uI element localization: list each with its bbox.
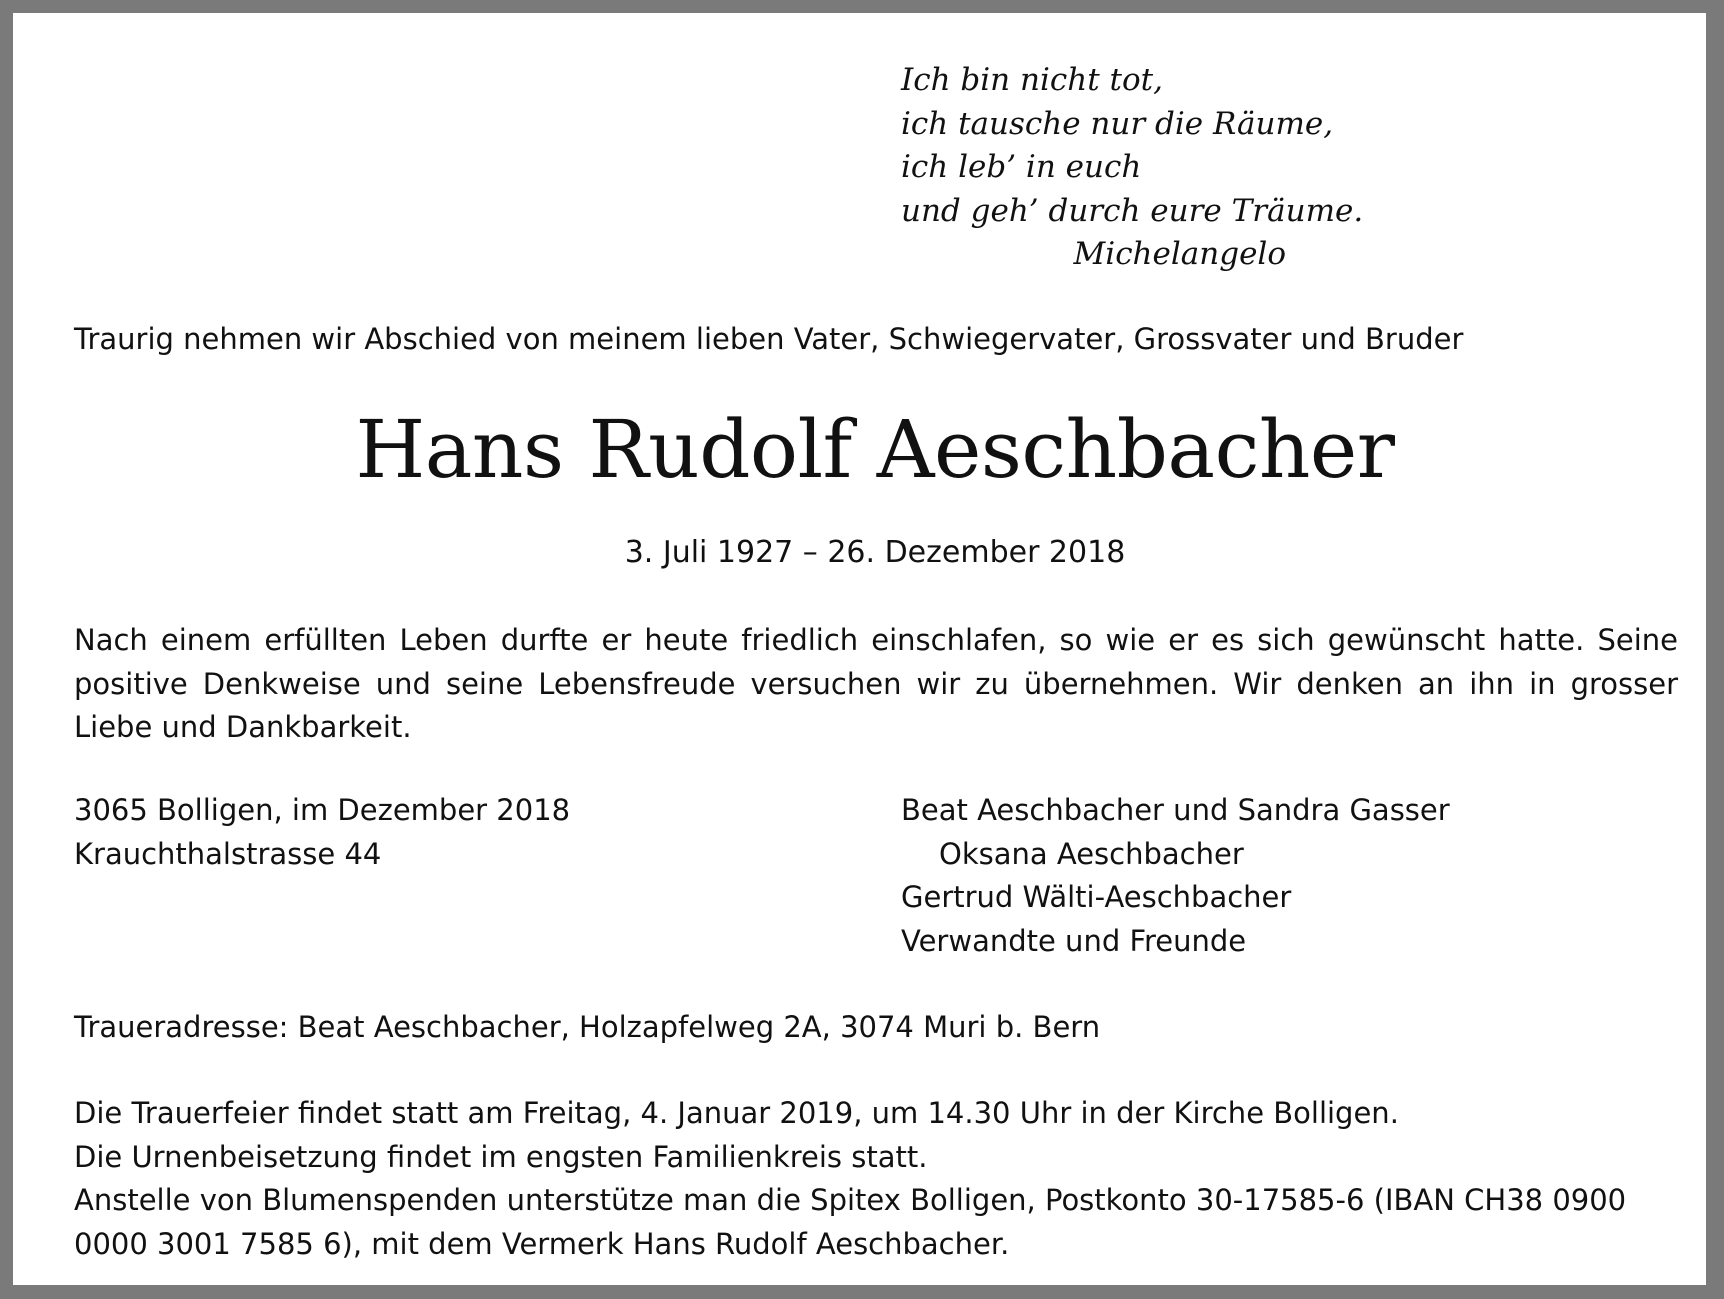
mourner-entry: Oksana Aeschbacher <box>939 836 1244 871</box>
life-dates: 3. Juli 1927 – 26. Dezember 2018 <box>624 535 1126 570</box>
mourner-entry: Beat Aeschbacher und Sandra Gasser <box>901 793 1450 827</box>
mourners-list <box>901 789 1450 963</box>
mourning-address: Traueradresse: Beat Aeschbacher, Holzapfelweg 2A, 3074 Muri b. Bern <box>74 1010 1101 1044</box>
poem-quote <box>901 59 1364 277</box>
place-date: 3065 Bolligen, im Dezember 2018 <box>74 793 571 827</box>
urn-info: Die Urnenbeisetzung findet im engsten Familienkreis statt. <box>74 1139 928 1174</box>
poem-line: Ich bin nicht tot, <box>901 62 1163 98</box>
poem-line: ich tausche nur die Räume, <box>901 105 1334 142</box>
ceremony-info: Die Trauerfeier findet statt am Freitag, 4. Januar 2019, um 14.30 Uhr in der Kirche Bolligen. <box>74 1096 1399 1130</box>
poem-line: und geh’ durch eure Träume. <box>901 192 1364 229</box>
location-block <box>74 789 570 876</box>
mourner-entry: Verwandte und Freunde <box>901 923 1247 958</box>
donation-info: Anstelle von Blumenspenden unterstütze man die Spitex Bolligen, Postkonto 30-17585-6 (IBAN CH38 0900 0000 3001 7585 6), mit dem Vermerk Hans Rudolf Aeschbacher. <box>74 1183 1627 1261</box>
deceased-name: Hans Rudolf Aeschbacher <box>355 403 1395 496</box>
intro-text: Traurig nehmen wir Abschied von meinem lieben Vater, Schwiegervater, Grossvater und Bruder <box>74 322 1464 356</box>
mourner-entry: Gertrud Wälti-Aeschbacher <box>901 880 1292 914</box>
service-info <box>74 1092 1678 1266</box>
poem-author: Michelangelo <box>1073 236 1286 272</box>
tribute-paragraph: Nach einem erfüllten Leben durfte er heute friedlich einschlafen, so wie er es sich gewünscht hatte. Seine positive Denkweise und seine Lebensfreude versuchen wir zu übernehmen. Wir denken an ihn in grosser Liebe und Dankbarkeit. <box>74 623 1678 744</box>
poem-line: ich leb’ in euch <box>901 149 1142 185</box>
street-address: Krauchthalstrasse 44 <box>74 836 382 871</box>
